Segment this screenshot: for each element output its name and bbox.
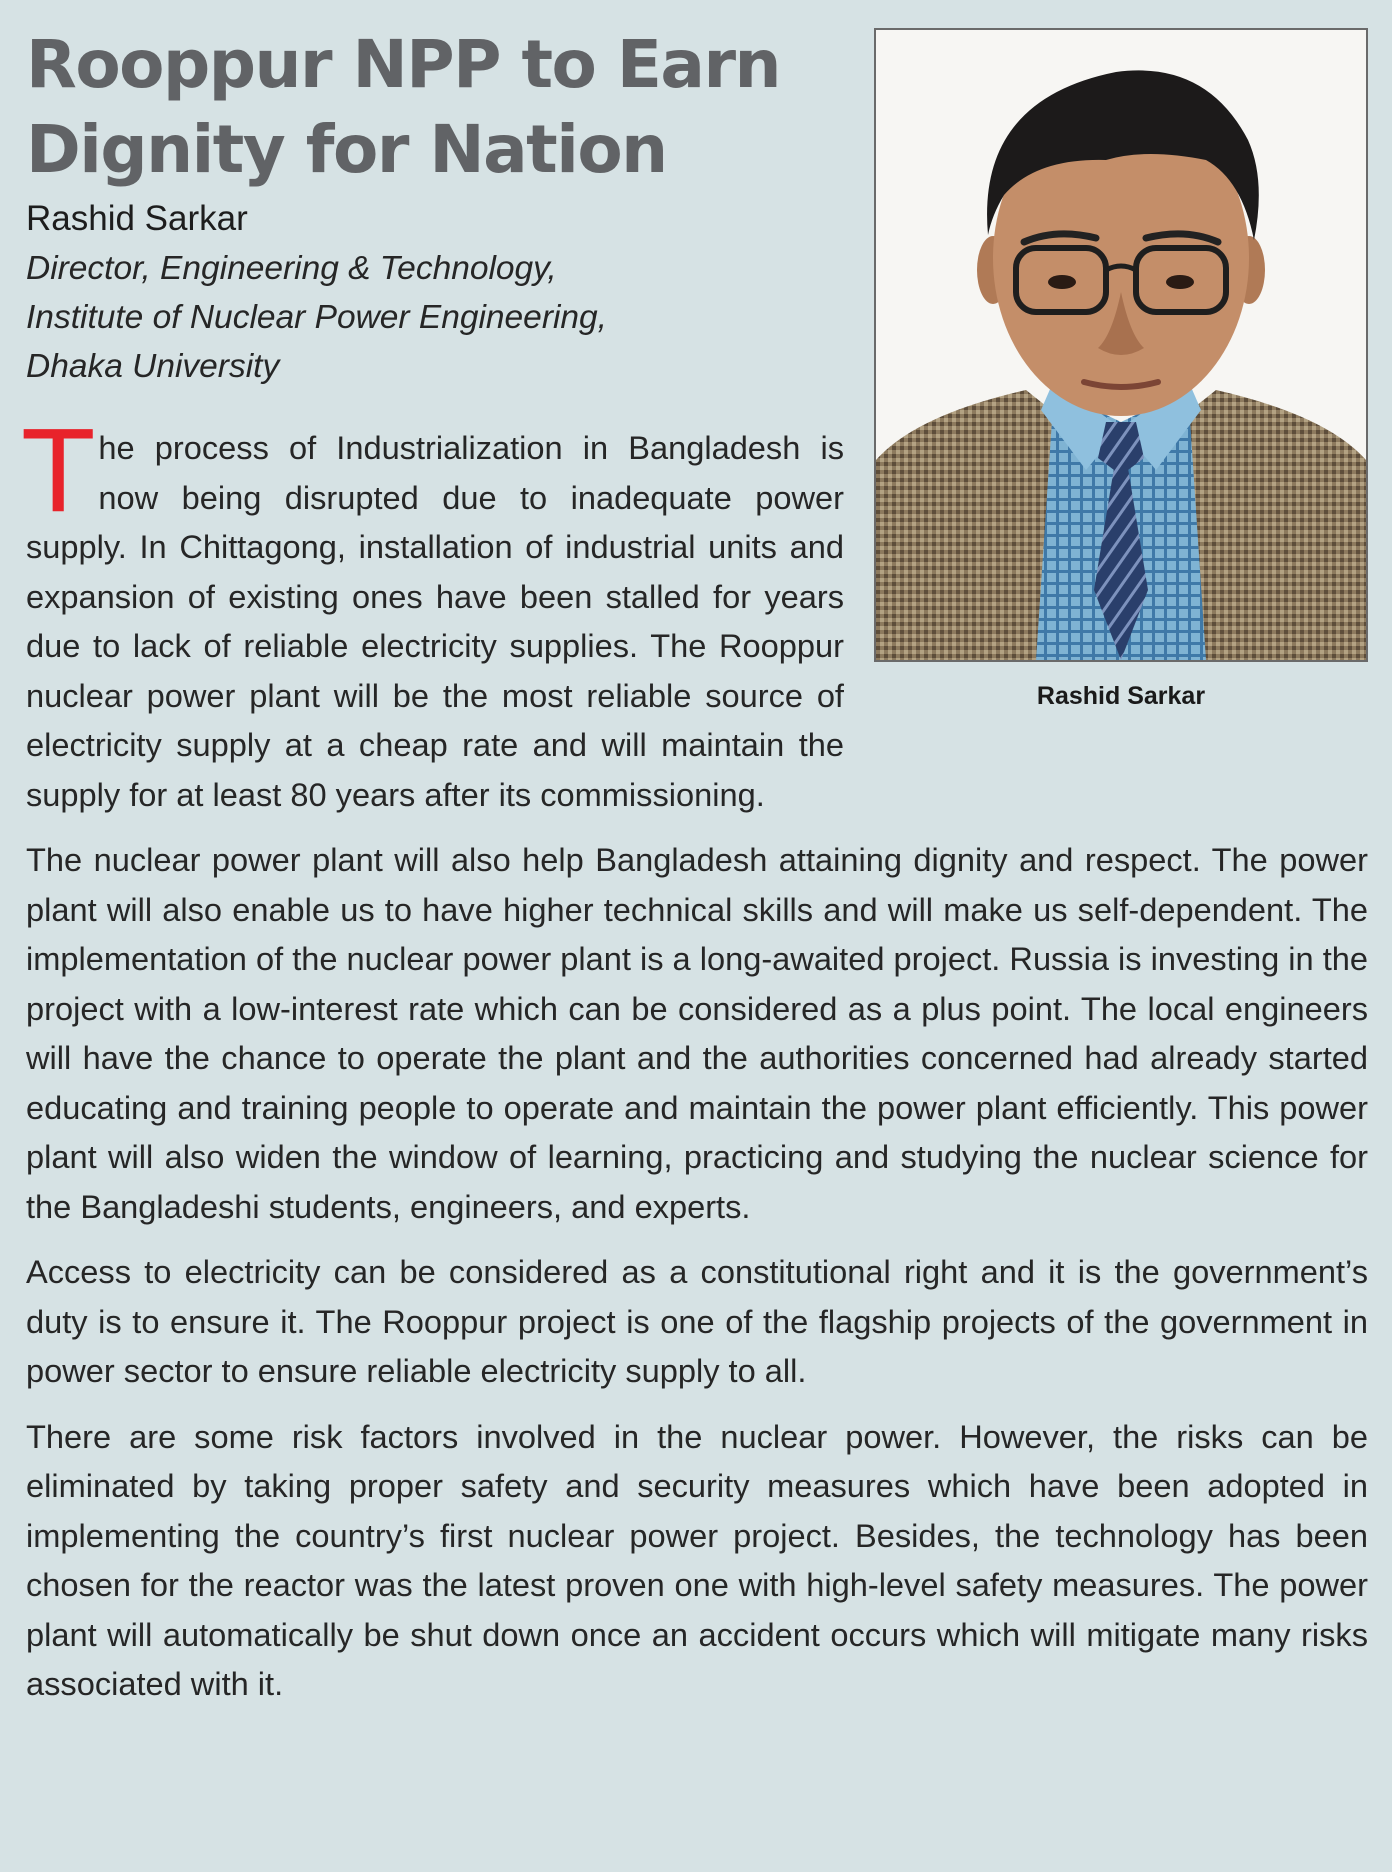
title-line: Rooppur NPP to Earn — [26, 26, 780, 103]
author-photo — [874, 28, 1368, 662]
drop-cap: T — [24, 408, 93, 538]
paragraph: Access to electricity can be considered as a constitutional right and it is the government’s duty is to ensure it. The Rooppur project is one of the flagship projects of the government in power sector to ensure reliable electricity supply to all. — [26, 1253, 1368, 1389]
author-photo-column — [874, 28, 1368, 711]
title-line: Dignity for Nation — [26, 111, 667, 188]
photo-caption: Rashid Sarkar — [1036, 682, 1206, 710]
author-role-line: Director, Engineering & Technology, — [26, 250, 557, 287]
portrait-photo — [876, 30, 1366, 660]
author-name: Rashid Sarkar — [26, 199, 248, 238]
paragraph: The nuclear power plant will also help Bangladesh attaining dignity and respect. The power plant will also enable us to have higher technical skills and will make us self-dependent. The implementation of the nuclear power plant is a long-awaited project. Russia is investing in the project with a low-interest rate which can be considered as a plus point. The local engineers will have the chance to operate the plant and the authorities concerned had already started educating and training people to operate and maintain the power plant efficiently. This power plant will also widen the window of learning, practicing and studying the nuclear science for the Bangladeshi students, engineers, and experts. — [26, 841, 1368, 1225]
paragraph-text: he process of Industrialization in Bangladesh is now being disrupted due to inadequate power supply. In Chittagong, installation of industrial units and expansion of existing ones have been stalled for years due to lack of reliable electricity supplies. The Rooppur nuclear power plant will be the most reliable source of electricity supply at a cheap rate and will maintain the supply for at least 80 years after its commissioning. — [26, 429, 844, 813]
author-role-line: Dhaka University — [26, 348, 280, 385]
author-role-line: Institute of Nuclear Power Engineering, — [26, 299, 607, 336]
paragraph: There are some risk factors involved in the nuclear power. However, the risks can be eliminated by taking proper safety and security measures which have been adopted in implementing the country’s first nuclear power project. Besides, the technology has been chosen for the reactor was the latest proven one with high-level safety measures. The power plant will automatically be shut down once an accident occurs which will mitigate many risks associated with it. — [26, 1417, 1368, 1702]
